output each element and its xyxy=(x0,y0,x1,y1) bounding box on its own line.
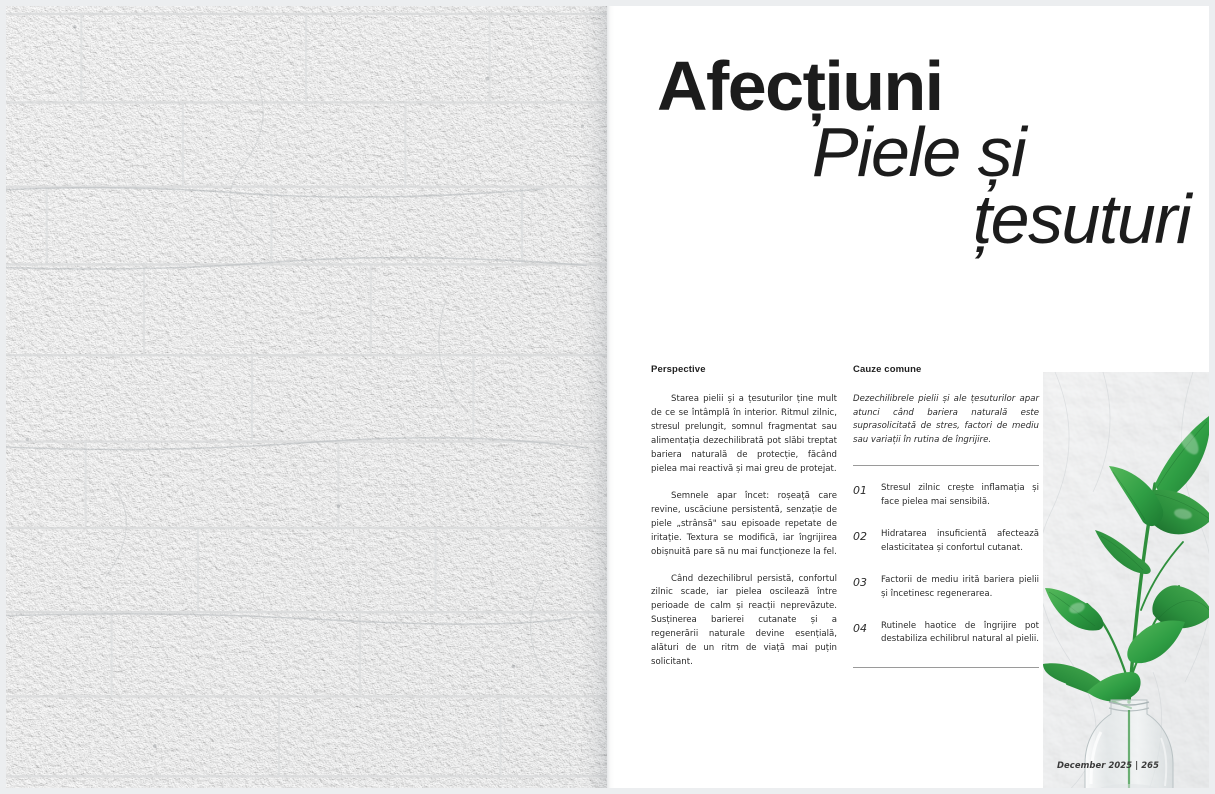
right-page xyxy=(607,6,1209,788)
list-item-text: Rutinele haotice de îngrijire pot destabiliza echilibrul natural al pielii. xyxy=(881,620,1040,645)
spread-pages xyxy=(6,6,1209,788)
divider-bottom xyxy=(853,667,1039,668)
left-page xyxy=(6,6,607,788)
list-item-text: Stresul zilnic crește inflamația și face pielea mai sensibilă. xyxy=(881,483,1039,507)
page-title xyxy=(647,47,1190,258)
plant-illustration xyxy=(1043,372,1209,788)
column-two-kicker: Cauze comune xyxy=(853,364,922,375)
list-item xyxy=(853,482,1039,510)
body-paragraph: Semnele apar încet: roșeață care revine, uscăciune persistentă, senzație de piele „strânsă" sau episoade repetate de iritație. Textura se modifică, iar îngrijirea obișnuită pare să nu mai funcționeze la fel. xyxy=(651,490,837,557)
column-one-kicker: Perspective xyxy=(651,364,706,375)
causes-list xyxy=(853,482,1039,647)
column-two-lede: Dezechilibrele pielii și ale țesuturilor apar atunci când bariera naturală este suprasolicitată de stres, factori de mediu sau variații în rutina de îngrijire. xyxy=(853,394,1039,445)
plant-photo-column xyxy=(1043,372,1209,788)
column-causes xyxy=(853,364,1039,668)
photo-caption: December 2025 | 265 xyxy=(1057,760,1160,770)
list-item-number: 02 xyxy=(853,529,867,543)
divider-top xyxy=(853,465,1039,466)
list-item xyxy=(853,620,1039,648)
brick-wall-photo xyxy=(6,6,607,788)
list-item-number: 01 xyxy=(853,484,867,498)
title-line-1: Afecțiuni xyxy=(657,47,943,125)
brick-wall-illustration xyxy=(6,6,607,788)
list-item-number: 04 xyxy=(853,621,867,635)
column-perspective xyxy=(651,364,837,670)
article-columns xyxy=(607,364,1209,788)
title-line-2: Piele și xyxy=(811,113,1026,192)
list-item-text: Factorii de mediu irită bariera pielii și încetinesc regenerarea. xyxy=(881,574,1039,599)
list-item-text: Hidratarea insuficientă afectează elasticitatea și confortul cutanat. xyxy=(881,528,1039,553)
body-paragraph: Când dezechilibrul persistă, confortul zilnic scade, iar pielea oscilează între perioade de calm și reacții neprevăzute. Susținerea barierei cutanate și a regenerării naturale devine esențială, alături de un ritm de viață mai puțin solicitant. xyxy=(651,573,837,668)
body-paragraph: Starea pielii și a țesuturilor ține mult de ce se întâmplă în interior. Ritmul zilnic, stresul prelungit, somnul fragmentat sau alimentația dezechilibrată pot slăbi treptat bariera naturală de protecție, făcând pielea mai reactivă și mai greu de protejat. xyxy=(651,394,837,474)
zz-plant-photo xyxy=(1043,372,1209,788)
list-item xyxy=(853,574,1039,602)
title-line-3: țesuturi xyxy=(972,179,1190,258)
list-item-number: 03 xyxy=(853,575,867,589)
list-item xyxy=(853,528,1039,556)
